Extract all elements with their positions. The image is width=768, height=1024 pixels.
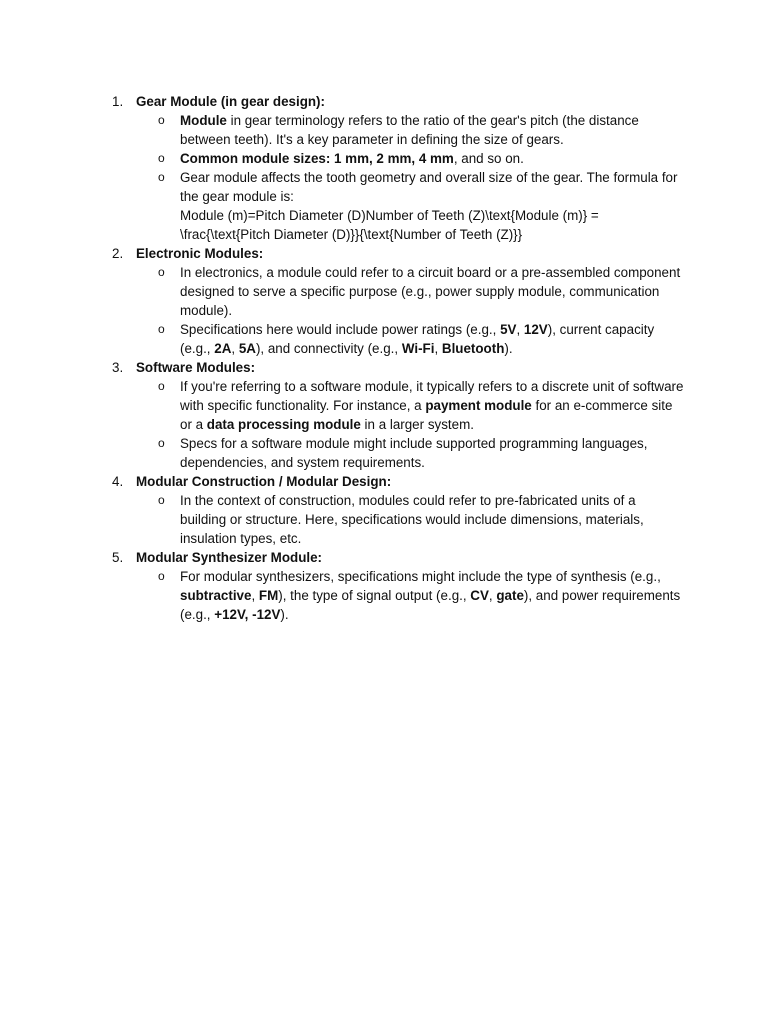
- sub-list: [136, 377, 684, 472]
- bold-text: data processing module: [206, 417, 361, 432]
- list-item-5: [104, 548, 684, 624]
- body-text: Module (m)=Pitch Diameter (D)Number of Teeth (Z)\text{Module (m)} = \frac{\text{Pitch Diameter (D)}}{\text{Number of Teeth (Z)}}: [180, 208, 599, 242]
- body-text: For modular synthesizers, specifications might include the type of synthesis (e.g.,: [180, 569, 661, 584]
- sub-list-item: [158, 377, 684, 434]
- bold-text: Wi-Fi: [401, 341, 435, 356]
- sub-list-item: [158, 491, 684, 548]
- list-item-title: Electronic Modules:: [136, 246, 264, 261]
- circle-bullet-icon: o: [158, 379, 165, 393]
- body-text: ).: [280, 607, 289, 622]
- body-text: in gear terminology refers to the ratio of the gear's pitch (the distance between teeth). It's a key parameter in defining the size of gears.: [180, 113, 639, 147]
- circle-bullet-icon: o: [158, 493, 165, 507]
- list-item-4: [104, 472, 684, 548]
- body-text: ,: [251, 588, 259, 603]
- body-text: In electronics, a module could refer to a circuit board or a pre-assembled component designed to serve a specific purpose (e.g., power supply module, communication module).: [180, 265, 681, 318]
- bold-text: CV: [470, 588, 489, 603]
- bold-text: FM: [258, 588, 279, 603]
- body-text: ,: [434, 341, 442, 356]
- bold-text: Common module sizes: 1 mm, 2 mm, 4 mm: [180, 151, 454, 166]
- list-item-title: Modular Synthesizer Module:: [136, 550, 322, 565]
- body-text: Gear module affects the tooth geometry and overall size of the gear. The formula for the gear module is:: [180, 170, 678, 204]
- circle-bullet-icon: o: [158, 170, 165, 184]
- list-item-2: [104, 244, 684, 358]
- bold-text: +12V, -12V: [214, 607, 281, 622]
- bold-text: subtractive: [180, 588, 252, 603]
- circle-bullet-icon: o: [158, 151, 165, 165]
- list-number: 3.: [112, 360, 124, 375]
- list-item-3: [104, 358, 684, 472]
- body-text: in a larger system.: [360, 417, 474, 432]
- bold-text: 5A: [238, 341, 256, 356]
- sub-list-item: [158, 168, 684, 244]
- sub-list-item: [158, 434, 684, 472]
- body-text: ), current capacity (e.g.,: [180, 322, 655, 356]
- sub-list-item: [158, 149, 684, 168]
- numbered-list: [104, 92, 684, 624]
- bold-text: 12V: [523, 322, 548, 337]
- bold-text: Module: [180, 113, 227, 128]
- body-text: In the context of construction, modules could refer to pre-fabricated units of a building or structure. Here, specifications would include dimensions, materials, insulation types, etc.: [180, 493, 644, 546]
- sub-list: [136, 111, 684, 244]
- body-text: ,: [231, 341, 239, 356]
- body-text: If you're referring to a software module, it typically refers to a discrete unit of software with specific functionality. For instance, a: [180, 379, 684, 413]
- list-number: 1.: [112, 94, 124, 109]
- list-item-title: Software Modules:: [136, 360, 256, 375]
- circle-bullet-icon: o: [158, 436, 165, 450]
- sub-list-item: [158, 111, 684, 149]
- list-number: 5.: [112, 550, 124, 565]
- body-text: ), and power requirements (e.g.,: [180, 588, 681, 622]
- body-text: for an e-commerce site or a: [180, 398, 673, 432]
- sub-list: [136, 491, 684, 548]
- list-item-1: [104, 92, 684, 244]
- sub-list-item: [158, 320, 684, 358]
- bold-text: payment module: [425, 398, 532, 413]
- sub-list-item: [158, 567, 684, 624]
- bold-text: 2A: [214, 341, 232, 356]
- body-text: ,: [488, 588, 497, 603]
- body-text: ), and connectivity (e.g.,: [255, 341, 402, 356]
- circle-bullet-icon: o: [158, 265, 165, 279]
- sub-list: [136, 567, 684, 624]
- bold-text: gate: [496, 588, 524, 603]
- circle-bullet-icon: o: [158, 569, 165, 583]
- body-text: , and so on.: [453, 151, 524, 166]
- list-number: 2.: [112, 246, 124, 261]
- body-text: ).: [504, 341, 513, 356]
- circle-bullet-icon: o: [158, 113, 165, 127]
- bold-text: Bluetooth: [441, 341, 505, 356]
- body-text: Specifications here would include power ratings (e.g.,: [180, 322, 501, 337]
- body-text: ), the type of signal output (e.g.,: [278, 588, 471, 603]
- bold-text: 5V: [500, 322, 517, 337]
- sub-list: [136, 263, 684, 358]
- list-item-title: Gear Module (in gear design):: [136, 94, 325, 109]
- sub-list-item: [158, 263, 684, 320]
- circle-bullet-icon: o: [158, 322, 165, 336]
- body-text: Specs for a software module might include supported programming languages, dependencies, and system requirements.: [180, 436, 648, 470]
- list-item-title: Modular Construction / Modular Design:: [136, 474, 392, 489]
- body-text: ,: [516, 322, 524, 337]
- list-number: 4.: [112, 474, 124, 489]
